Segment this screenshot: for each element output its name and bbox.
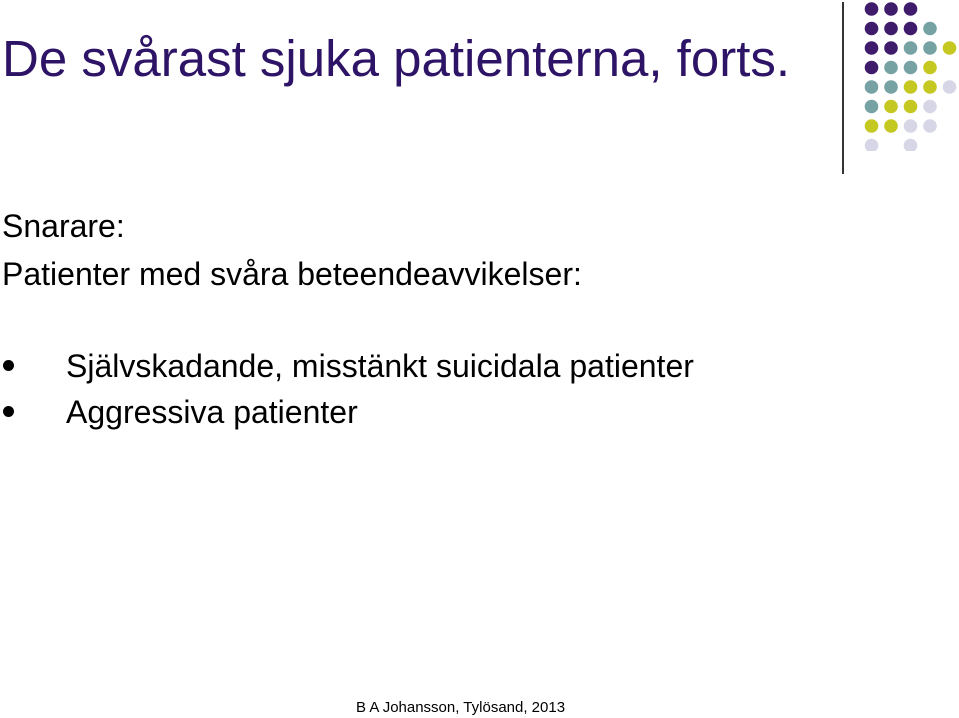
decorative-dot [904,100,918,114]
decorative-dot [865,80,879,94]
decorative-dot [904,2,918,16]
decorative-dot [923,41,937,55]
decorative-dot [884,22,898,36]
decorative-dot [923,80,937,94]
decorative-dot [884,2,898,16]
decorative-dot [865,2,879,16]
decorative-dot [923,100,937,114]
intro-line-2: Patienter med svåra beteendeavvikelser: [2,256,582,292]
title-divider-line [842,2,844,174]
bullet-text: Självskadande, misstänkt suicidala patienter [66,348,694,384]
decorative-dot [884,41,898,55]
decorative-dot [884,100,898,114]
intro-line-1: Snarare: [2,208,125,244]
decorative-dot [923,119,937,133]
decorative-dot [884,61,898,75]
decorative-dot [923,61,937,75]
decorative-dot [865,41,879,55]
decorative-dot [865,61,879,75]
decorative-dot [865,139,879,151]
decorative-dot [865,119,879,133]
decorative-dot [904,61,918,75]
decorative-dot [865,22,879,36]
decorative-dot [904,139,918,151]
slide-title: De svårast sjuka patienterna, forts. [2,30,791,87]
bullet-dot-icon [3,406,14,417]
decorative-dot [904,80,918,94]
decorative-dot [904,22,918,36]
decorative-dot [904,41,918,55]
slide-footer: B A Johansson, Tylösand, 2013 [356,699,566,716]
decorative-dot-grid [864,1,959,151]
decorative-dot [923,22,937,36]
decorative-dot [943,80,957,94]
decorative-dot [865,100,879,114]
decorative-dot [884,80,898,94]
decorative-dot [904,119,918,133]
decorative-dot [884,119,898,133]
bullet-text: Aggressiva patienter [66,394,358,430]
bullet-dot-icon [3,360,14,371]
decorative-dot [943,41,957,55]
